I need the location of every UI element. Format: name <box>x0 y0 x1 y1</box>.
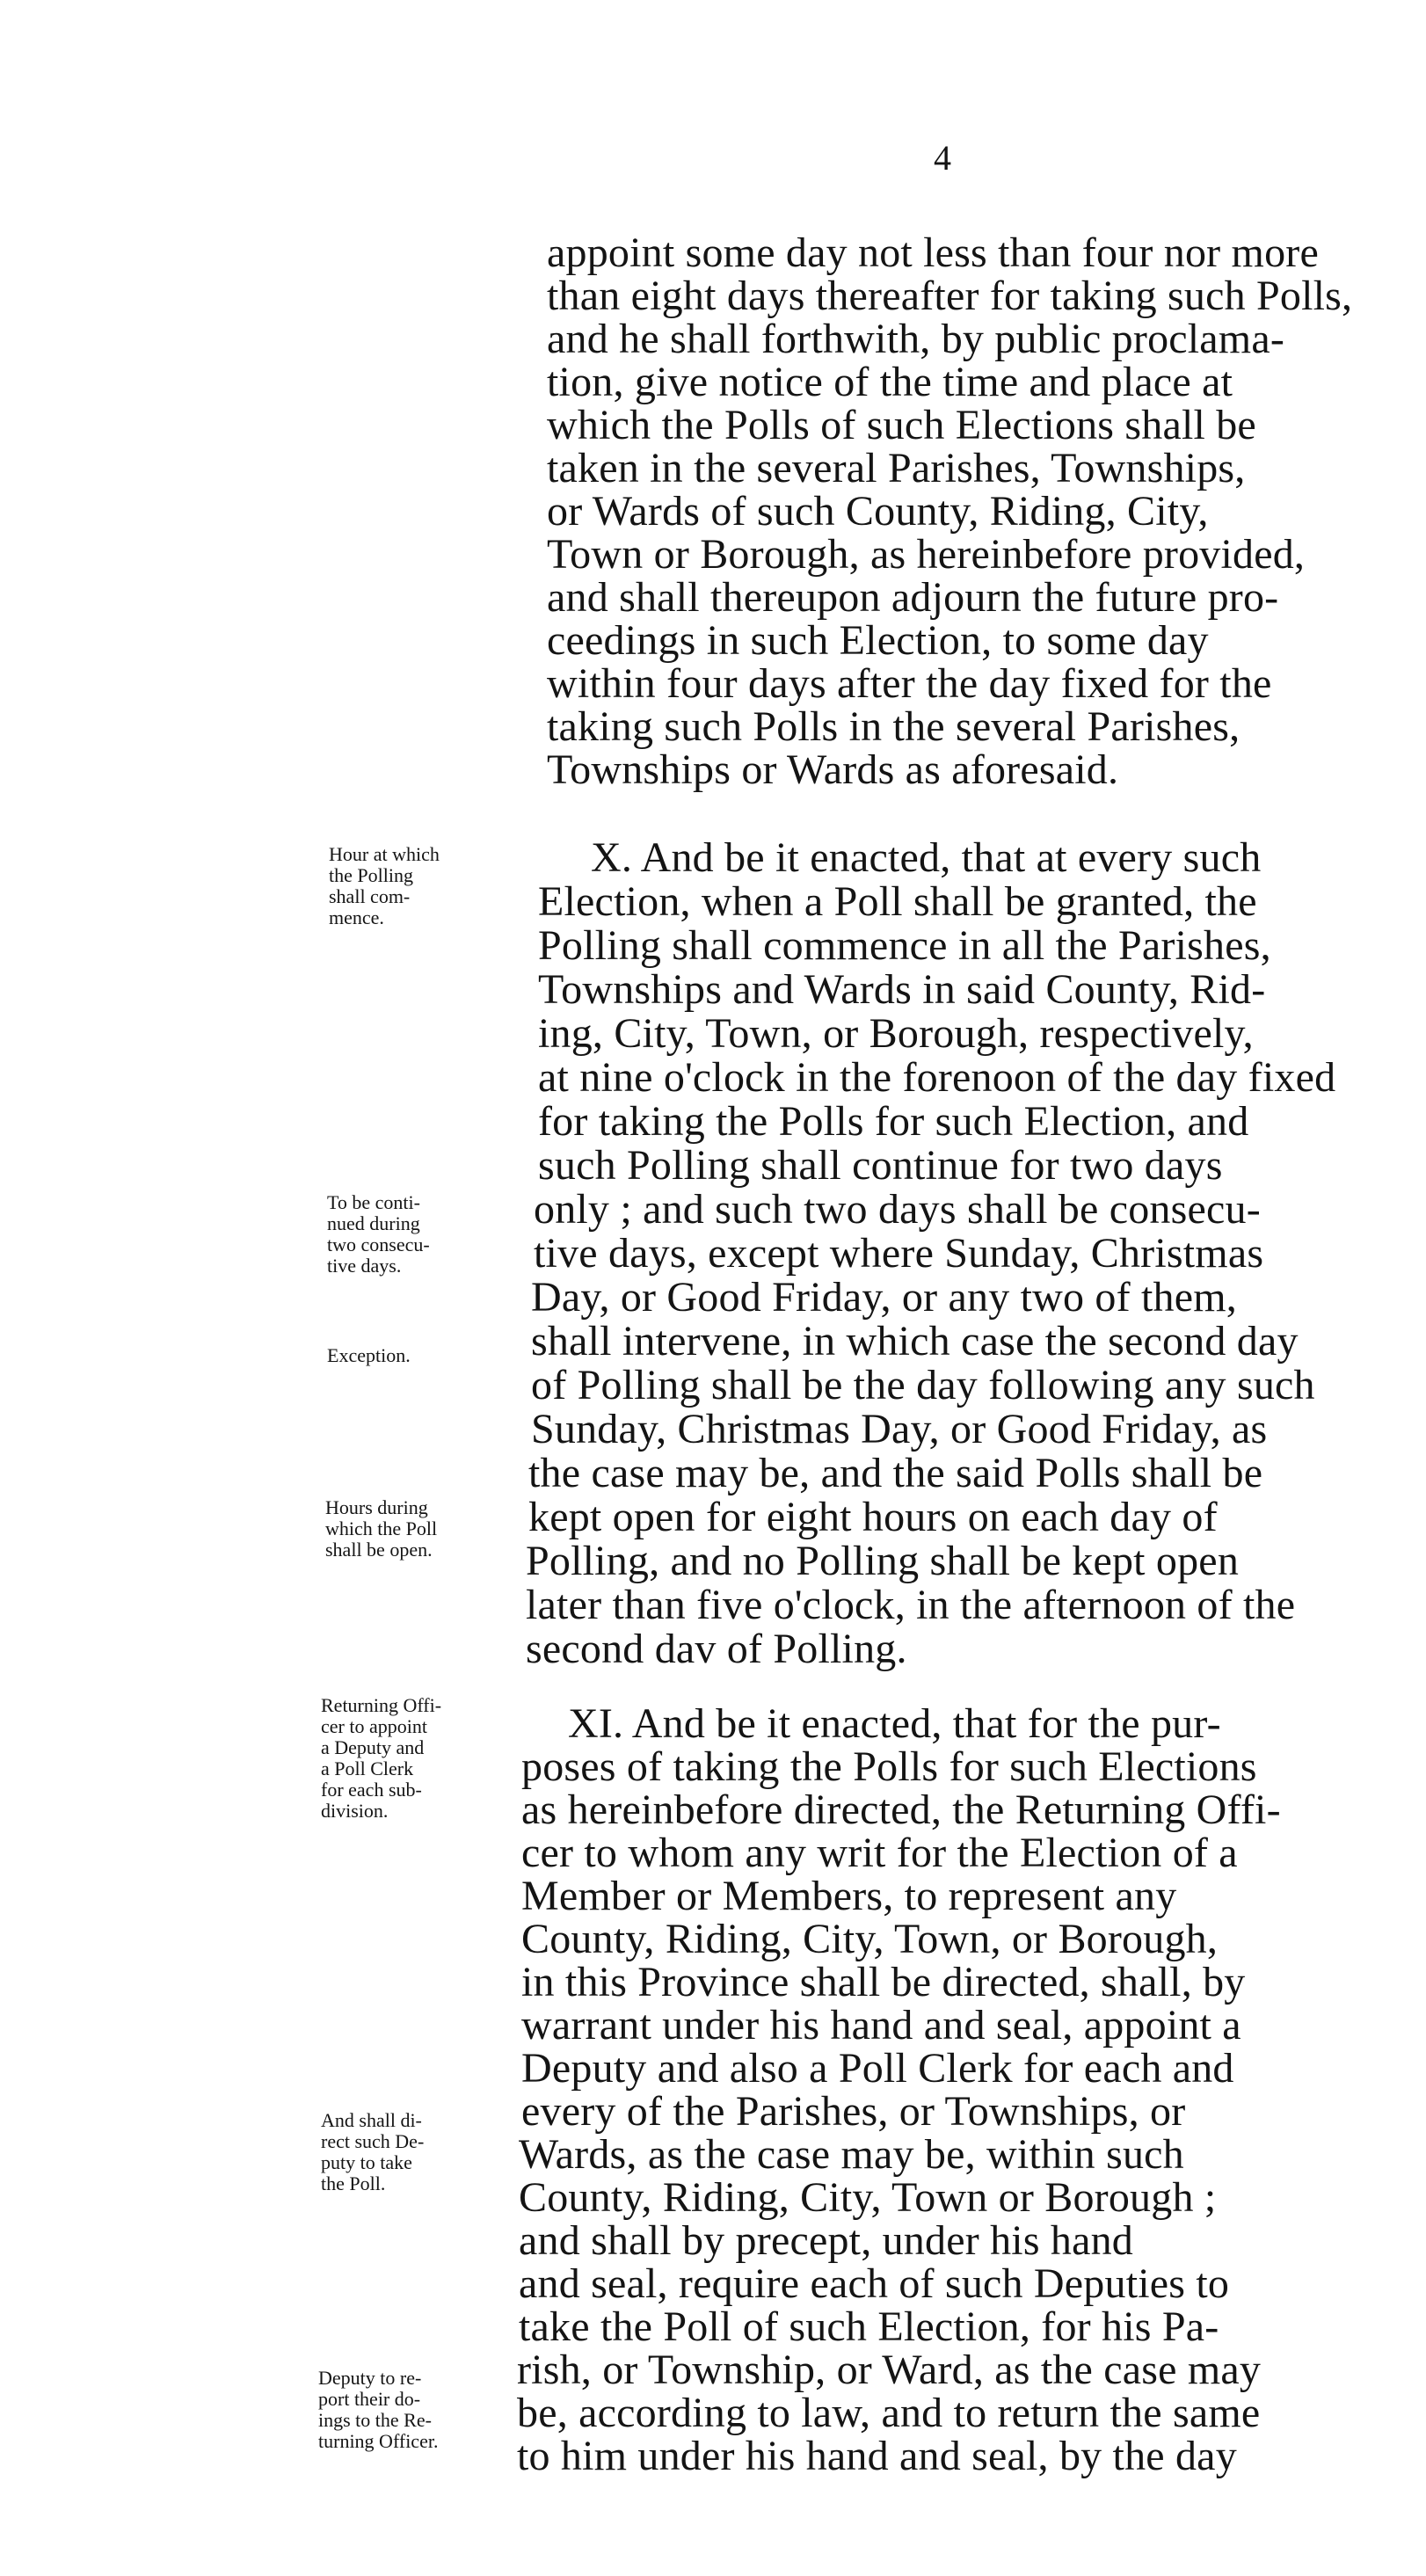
text-line: or Wards of such County, Riding, City, <box>547 488 1209 535</box>
text-line: such Polling shall continue for two days <box>538 1142 1223 1189</box>
text-line: only ; and such two days shall be consecu- <box>534 1186 1261 1233</box>
text-line: Election, when a Poll shall be granted, the <box>538 878 1257 925</box>
text-line: XI. And be it enacted, that for the pur- <box>568 1700 1221 1747</box>
text-line: kept open for eight hours on each day of <box>528 1494 1218 1540</box>
text-line: within four days after the day fixed for the <box>547 660 1272 707</box>
margin-note-exception: Exception. <box>327 1344 411 1366</box>
text-line: Townships and Wards in said County, Rid- <box>538 966 1266 1013</box>
text-line: and seal, require each of such Deputies to <box>519 2260 1230 2307</box>
text-line: and shall by precept, under his hand <box>519 2217 1134 2264</box>
text-line: County, Riding, City, Town, or Borough, <box>521 1916 1219 1962</box>
text-line: Member or Members, to represent any <box>521 1873 1177 1919</box>
text-line: than eight days thereafter for taking such Polls, <box>547 273 1353 319</box>
margin-note-direct-deputies: And shall di- rect such De- puty to take the Poll. <box>321 2109 425 2194</box>
text-line: Wards, as the case may be, within such <box>519 2131 1184 2178</box>
margin-note-report-doings: Deputy to re- port their do- ings to the Re- turning Officer. <box>318 2367 439 2452</box>
text-line: poses of taking the Polls for such Elections <box>521 1743 1257 1790</box>
text-line: be, according to law, and to return the same <box>517 2390 1261 2436</box>
text-line: Polling, and no Polling shall be kept open <box>526 1538 1240 1584</box>
text-line: warrant under his hand and seal, appoint a <box>521 2002 1241 2048</box>
text-line: rish, or Township, or Ward, as the case may <box>517 2347 1262 2393</box>
margin-note-hour-commence: Hour at which the Polling shall com- mence. <box>329 843 440 928</box>
text-line: Day, or Good Friday, or any two of them, <box>531 1274 1237 1321</box>
text-line: second dav of Polling. <box>526 1626 907 1672</box>
text-line: tive days, except where Sunday, Christmas <box>534 1230 1264 1277</box>
text-line: every of the Parishes, or Townships, or <box>521 2088 1186 2135</box>
margin-note-two-days: To be conti- nued during two consecu- tive days. <box>327 1191 430 1277</box>
text-line: and he shall forthwith, by public proclama- <box>547 316 1285 362</box>
text-line: shall intervene, in which case the second day <box>531 1318 1299 1364</box>
text-line: to him under his hand and seal, by the day <box>517 2433 1237 2479</box>
text-line: taken in the several Parishes, Townships, <box>547 445 1246 491</box>
text-line: the case may be, and the said Polls shall be <box>528 1450 1263 1496</box>
margin-note-hours-open: Hours during which the Poll shall be open. <box>325 1496 438 1561</box>
text-line: ceedings in such Election, to some day <box>547 617 1209 664</box>
text-line: Polling shall commence in all the Parishes, <box>538 922 1271 969</box>
text-line: Townships or Wards as aforesaid. <box>547 746 1119 793</box>
text-line: and shall thereupon adjourn the future pro- <box>547 574 1279 621</box>
text-line: ing, City, Town, or Borough, respectively, <box>538 1010 1254 1057</box>
text-line: in this Province shall be directed, shall, by <box>521 1959 1246 2005</box>
page-number: 4 <box>934 138 951 178</box>
text-line: which the Polls of such Elections shall be <box>547 402 1256 448</box>
text-line: of Polling shall be the day following any such <box>531 1362 1315 1408</box>
text-line: X. And be it enacted, that at every such <box>591 834 1262 881</box>
text-line: appoint some day not less than four nor more <box>547 229 1319 276</box>
text-line: as hereinbefore directed, the Returning Offi- <box>521 1786 1281 1833</box>
margin-note-deputy-clerk: Returning Offi- cer to appoint a Deputy and a Poll Clerk for each sub- division. <box>321 1694 442 1822</box>
text-line: tion, give notice of the time and place at <box>547 359 1233 405</box>
text-line: County, Riding, City, Town or Borough ; <box>519 2174 1217 2221</box>
text-line: cer to whom any writ for the Election of a <box>521 1830 1238 1876</box>
text-line: Deputy and also a Poll Clerk for each and <box>521 2045 1234 2092</box>
text-line: Sunday, Christmas Day, or Good Friday, as <box>531 1406 1268 1452</box>
text-line: for taking the Polls for such Election, and <box>538 1098 1249 1145</box>
text-line: take the Poll of such Election, for his Pa- <box>519 2303 1219 2350</box>
text-line: taking such Polls in the several Parishes, <box>547 703 1240 750</box>
text-line: later than five o'clock, in the afternoon of the <box>526 1582 1296 1628</box>
text-line: Town or Borough, as hereinbefore provided, <box>547 531 1306 578</box>
text-line: at nine o'clock in the forenoon of the day fixed <box>538 1054 1336 1101</box>
